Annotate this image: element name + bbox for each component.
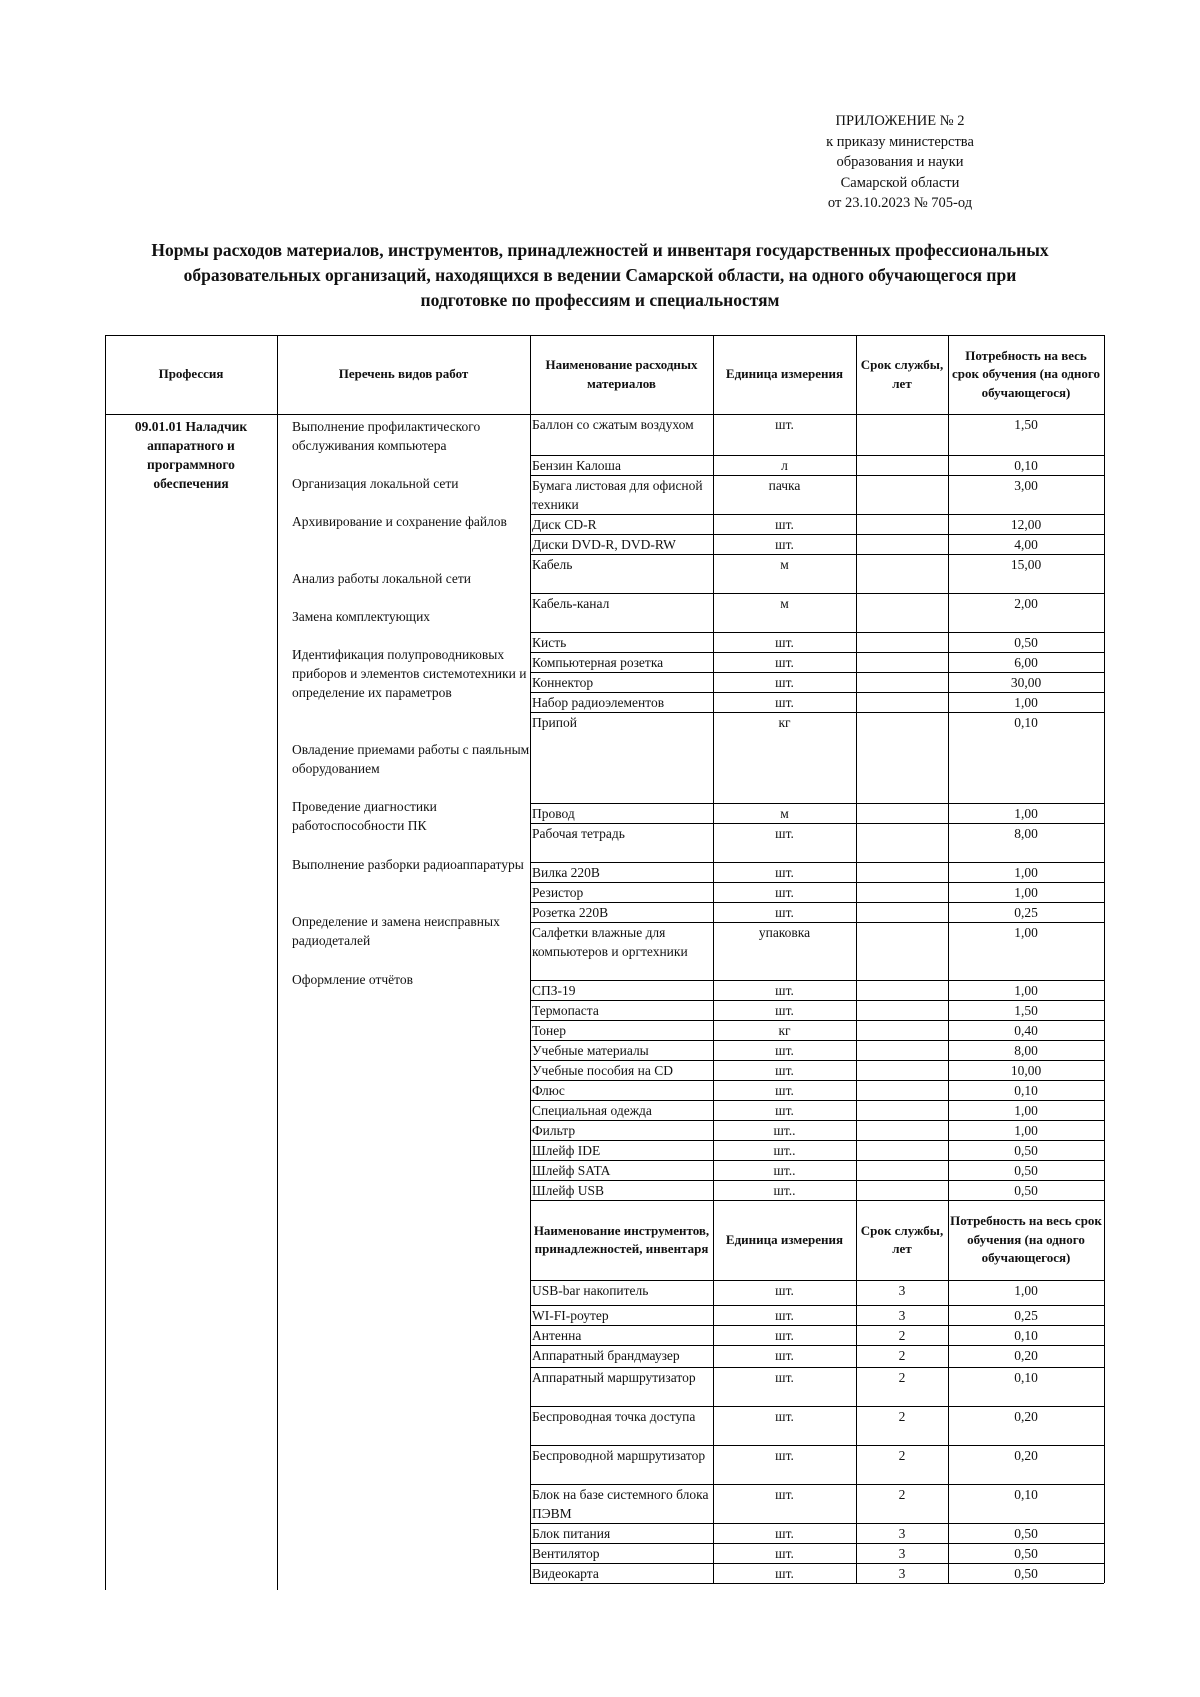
material-name: Баллон со сжатым воздухом xyxy=(532,417,694,432)
tool-unit: шт. xyxy=(775,1328,794,1343)
material-need: 1,00 xyxy=(1014,885,1038,900)
material-term xyxy=(858,923,946,979)
material-unit: шт. xyxy=(775,865,794,880)
material-need: 4,00 xyxy=(1014,537,1038,552)
material-unit: шт.. xyxy=(773,1143,796,1158)
material-need: 6,00 xyxy=(1014,655,1038,670)
material-need: 1,00 xyxy=(1014,925,1038,940)
table-top-border xyxy=(105,335,1104,336)
material-need: 0,10 xyxy=(1014,715,1038,730)
document-title xyxy=(100,238,1100,313)
tool-unit: шт. xyxy=(775,1487,794,1502)
material-name: Бензин Калоша xyxy=(532,458,621,473)
material-unit: шт. xyxy=(775,826,794,841)
material-need: 0,25 xyxy=(1014,905,1038,920)
material-term xyxy=(858,863,946,881)
tool-term: 3 xyxy=(898,1283,906,1298)
work-item: Выполнение разборки радиоаппаратуры xyxy=(292,857,524,872)
tool-term: 2 xyxy=(898,1370,906,1385)
material-name: Шлейф USB xyxy=(532,1183,604,1198)
material-need: 1,00 xyxy=(1014,1123,1038,1138)
tool-name: Беспроводной маршрутизатор xyxy=(532,1448,706,1463)
tool-name: Беспроводная точка доступа xyxy=(532,1409,696,1424)
column-border xyxy=(856,335,857,1583)
appendix-header xyxy=(780,111,1020,214)
material-term xyxy=(858,673,946,691)
tool-name: Вентилятор xyxy=(532,1546,600,1561)
tool-name: WI-FI-роутер xyxy=(532,1308,609,1323)
material-unit: кг xyxy=(778,715,791,730)
material-need: 1,50 xyxy=(1014,417,1038,432)
material-term xyxy=(858,1121,946,1139)
material-term xyxy=(858,1101,946,1119)
header-profession: Профессия xyxy=(158,366,224,382)
material-unit: шт. xyxy=(775,885,794,900)
tool-name: Антенна xyxy=(532,1328,582,1343)
tool-unit: шт. xyxy=(775,1308,794,1323)
material-name: Учебные материалы xyxy=(532,1043,649,1058)
tool-name: Видеокарта xyxy=(532,1566,599,1581)
material-unit: кг xyxy=(778,1023,791,1038)
tool-need: 0,10 xyxy=(1014,1487,1038,1502)
appendix-line: образования и науки xyxy=(836,154,964,170)
material-term xyxy=(858,1161,946,1179)
material-unit: шт. xyxy=(775,1103,794,1118)
material-need: 1,50 xyxy=(1014,1003,1038,1018)
material-need: 0,50 xyxy=(1014,1163,1038,1178)
material-unit: шт. xyxy=(775,695,794,710)
tool-need: 0,10 xyxy=(1014,1328,1038,1343)
material-unit: пачка xyxy=(768,478,801,493)
material-name: Салфетки влажные для компьютеров и оргтехники xyxy=(532,925,688,959)
material-name: Кисть xyxy=(532,635,567,650)
material-unit: шт. xyxy=(775,635,794,650)
material-need: 3,00 xyxy=(1014,478,1038,493)
material-unit: шт. xyxy=(775,517,794,532)
tool-term: 3 xyxy=(898,1526,906,1541)
material-term xyxy=(858,804,946,822)
material-term xyxy=(858,415,946,454)
material-term xyxy=(858,594,946,631)
material-name: Компьютерная розетка xyxy=(532,655,664,670)
material-term xyxy=(858,1181,946,1199)
table-right-border xyxy=(1104,335,1105,1583)
tool-name: Аппаратный маршрутизатор xyxy=(532,1370,696,1385)
material-term xyxy=(858,1061,946,1079)
tools-header-unit: Единица измерения xyxy=(725,1231,844,1247)
material-unit: шт. xyxy=(775,537,794,552)
tool-term: 3 xyxy=(898,1546,906,1561)
material-unit: л xyxy=(781,458,788,473)
tool-term: 2 xyxy=(898,1448,906,1463)
material-name: Специальная одежда xyxy=(532,1103,652,1118)
tool-need: 0,50 xyxy=(1014,1566,1038,1581)
tools-header-name: Наименование инструментов, принадлежностей, инвентаря xyxy=(533,1222,710,1256)
tool-name: Блок на базе системного блока ПЭВМ xyxy=(532,1487,709,1521)
material-unit: шт. xyxy=(775,655,794,670)
work-item: Определение и замена неисправных радиодеталей xyxy=(292,914,500,948)
row-border xyxy=(530,1583,1104,1584)
material-unit: шт. xyxy=(775,417,794,432)
work-item: Анализ работы локальной сети xyxy=(292,571,471,586)
material-need: 1,00 xyxy=(1014,1103,1038,1118)
tool-need: 1,00 xyxy=(1014,1283,1038,1298)
material-unit: упаковка xyxy=(758,925,811,940)
material-term xyxy=(858,883,946,901)
material-unit: шт.. xyxy=(773,1123,796,1138)
material-unit: шт. xyxy=(775,905,794,920)
material-need: 0,10 xyxy=(1014,1083,1038,1098)
material-name: Кабель-канал xyxy=(532,596,610,611)
material-name: Коннектор xyxy=(532,675,594,690)
material-name: Флюс xyxy=(532,1083,565,1098)
work-item: Овладение приемами работы с паяльным оборудованием xyxy=(292,742,530,776)
material-unit: шт. xyxy=(775,1063,794,1078)
tool-unit: шт. xyxy=(775,1370,794,1385)
material-unit: шт. xyxy=(775,1043,794,1058)
work-item: Замена комплектующих xyxy=(292,609,431,624)
tool-need: 0,20 xyxy=(1014,1348,1038,1363)
title-line: подготовке по профессиям и специальностям xyxy=(420,290,780,310)
material-term xyxy=(858,535,946,553)
tool-name: Блок питания xyxy=(532,1526,611,1541)
material-need: 1,00 xyxy=(1014,983,1038,998)
tool-name: USB-bar накопитель xyxy=(532,1283,649,1298)
column-border xyxy=(530,335,531,1583)
material-term xyxy=(858,555,946,592)
tool-term: 2 xyxy=(898,1348,906,1363)
tool-unit: шт. xyxy=(775,1348,794,1363)
header-unit: Единица измерения xyxy=(725,366,844,382)
material-name: Рабочая тетрадь xyxy=(532,826,625,841)
material-need: 12,00 xyxy=(1010,517,1042,532)
material-unit: шт. xyxy=(775,983,794,998)
header-term: Срок службы, лет xyxy=(860,357,944,391)
header-works: Перечень видов работ xyxy=(338,366,469,382)
tool-unit: шт. xyxy=(775,1526,794,1541)
material-term xyxy=(858,456,946,474)
material-unit: шт. xyxy=(775,1003,794,1018)
material-need: 30,00 xyxy=(1010,675,1042,690)
material-term xyxy=(858,515,946,533)
tool-term: 3 xyxy=(898,1308,906,1323)
material-term xyxy=(858,476,946,513)
material-term xyxy=(858,903,946,921)
tool-term: 3 xyxy=(898,1566,906,1581)
material-name: Фильтр xyxy=(532,1123,576,1138)
header-need: Потребность на весь срок обучения (на одного обучающегося) xyxy=(952,347,1100,400)
tool-term: 2 xyxy=(898,1328,906,1343)
header-materials: Наименование расходных материалов xyxy=(545,357,698,391)
material-unit: м xyxy=(780,596,789,611)
title-line: Нормы расходов материалов, инструментов, принадлежностей и инвентаря государственных профессиональных xyxy=(151,240,1049,260)
material-name: Припой xyxy=(532,715,577,730)
material-term xyxy=(858,1081,946,1099)
appendix-date: от 23.10.2023 № 705-од xyxy=(827,195,973,211)
material-term xyxy=(858,1041,946,1059)
tool-term: 2 xyxy=(898,1487,906,1502)
material-need: 2,00 xyxy=(1014,596,1038,611)
tool-name: Аппаратный брандмаузер xyxy=(532,1348,680,1363)
material-name: Резистор xyxy=(532,885,584,900)
material-term xyxy=(858,713,946,802)
column-border xyxy=(713,335,714,1583)
material-need: 1,00 xyxy=(1014,865,1038,880)
table-left-border xyxy=(105,335,106,1590)
material-term xyxy=(858,1141,946,1159)
material-unit: шт.. xyxy=(773,1163,796,1178)
material-name: Шлейф SATA xyxy=(532,1163,611,1178)
material-need: 1,00 xyxy=(1014,806,1038,821)
material-need: 0,10 xyxy=(1014,458,1038,473)
material-unit: шт. xyxy=(775,675,794,690)
column-border xyxy=(277,335,278,1590)
material-name: Бумага листовая для офисной техники xyxy=(532,478,703,512)
tools-header-term: Срок службы, лет xyxy=(860,1222,944,1256)
material-term xyxy=(858,653,946,671)
material-name: Учебные пособия на CD xyxy=(532,1063,673,1078)
appendix-line: Самарской области xyxy=(840,174,960,191)
material-need: 0,40 xyxy=(1014,1023,1038,1038)
material-name: Диски DVD-R, DVD-RW xyxy=(532,537,676,552)
title-line: образовательных организаций, находящихся в ведении Самарской области, на одного обучающегося при xyxy=(183,265,1017,285)
material-need: 0,50 xyxy=(1014,1183,1038,1198)
material-unit: шт. xyxy=(775,1083,794,1098)
profession-name: 09.01.01 Наладчик аппаратного и программного обеспечения xyxy=(134,419,248,491)
material-term xyxy=(858,1001,946,1019)
material-term xyxy=(858,693,946,711)
appendix-line: к приказу министерства xyxy=(826,133,974,150)
material-name: Провод xyxy=(532,806,575,821)
material-name: Набор радиоэлементов xyxy=(532,695,665,710)
work-item: Выполнение профилактического обслуживания компьютера xyxy=(292,419,481,453)
work-item: Проведение диагностики работоспособности ПК xyxy=(292,799,437,833)
material-name: СПЗ-19 xyxy=(532,983,576,998)
material-unit: м xyxy=(780,806,789,821)
tool-unit: шт. xyxy=(775,1283,794,1298)
material-need: 1,00 xyxy=(1014,695,1038,710)
tool-need: 0,10 xyxy=(1014,1370,1038,1385)
tool-need: 0,25 xyxy=(1014,1308,1038,1323)
tool-unit: шт. xyxy=(775,1448,794,1463)
material-name: Розетка 220В xyxy=(532,905,609,920)
material-term xyxy=(858,824,946,861)
material-need: 15,00 xyxy=(1010,557,1042,572)
tool-need: 0,50 xyxy=(1014,1526,1038,1541)
tool-term: 2 xyxy=(898,1409,906,1424)
material-name: Кабель xyxy=(532,557,573,572)
tool-unit: шт. xyxy=(775,1566,794,1581)
column-border xyxy=(948,335,949,1583)
material-unit: м xyxy=(780,557,789,572)
material-name: Термопаста xyxy=(532,1003,599,1018)
material-name: Вилка 220В xyxy=(532,865,600,880)
material-term xyxy=(858,1021,946,1039)
material-need: 0,50 xyxy=(1014,1143,1038,1158)
work-item: Идентификация полупроводниковых приборов и элементов системотехники и определение их параметров xyxy=(292,647,527,700)
material-need: 8,00 xyxy=(1014,1043,1038,1058)
material-term xyxy=(858,981,946,999)
tool-need: 0,50 xyxy=(1014,1546,1038,1561)
material-need: 0,50 xyxy=(1014,635,1038,650)
tool-need: 0,20 xyxy=(1014,1448,1038,1463)
material-name: Диск CD-R xyxy=(532,517,597,532)
material-term xyxy=(858,633,946,651)
material-need: 8,00 xyxy=(1014,826,1038,841)
tool-unit: шт. xyxy=(775,1546,794,1561)
tool-need: 0,20 xyxy=(1014,1409,1038,1424)
tool-unit: шт. xyxy=(775,1409,794,1424)
material-need: 10,00 xyxy=(1010,1063,1042,1078)
material-name: Тонер xyxy=(532,1023,566,1038)
work-item: Организация локальной сети xyxy=(292,476,459,491)
material-unit: шт.. xyxy=(773,1183,796,1198)
work-item: Архивирование и сохранение файлов xyxy=(292,514,507,529)
tools-header-need: Потребность на весь срок обучения (на одного обучающегося) xyxy=(950,1213,1102,1266)
material-name: Шлейф IDE xyxy=(532,1143,601,1158)
appendix-number: ПРИЛОЖЕНИЕ № 2 xyxy=(835,113,965,129)
work-item: Оформление отчётов xyxy=(292,972,413,987)
